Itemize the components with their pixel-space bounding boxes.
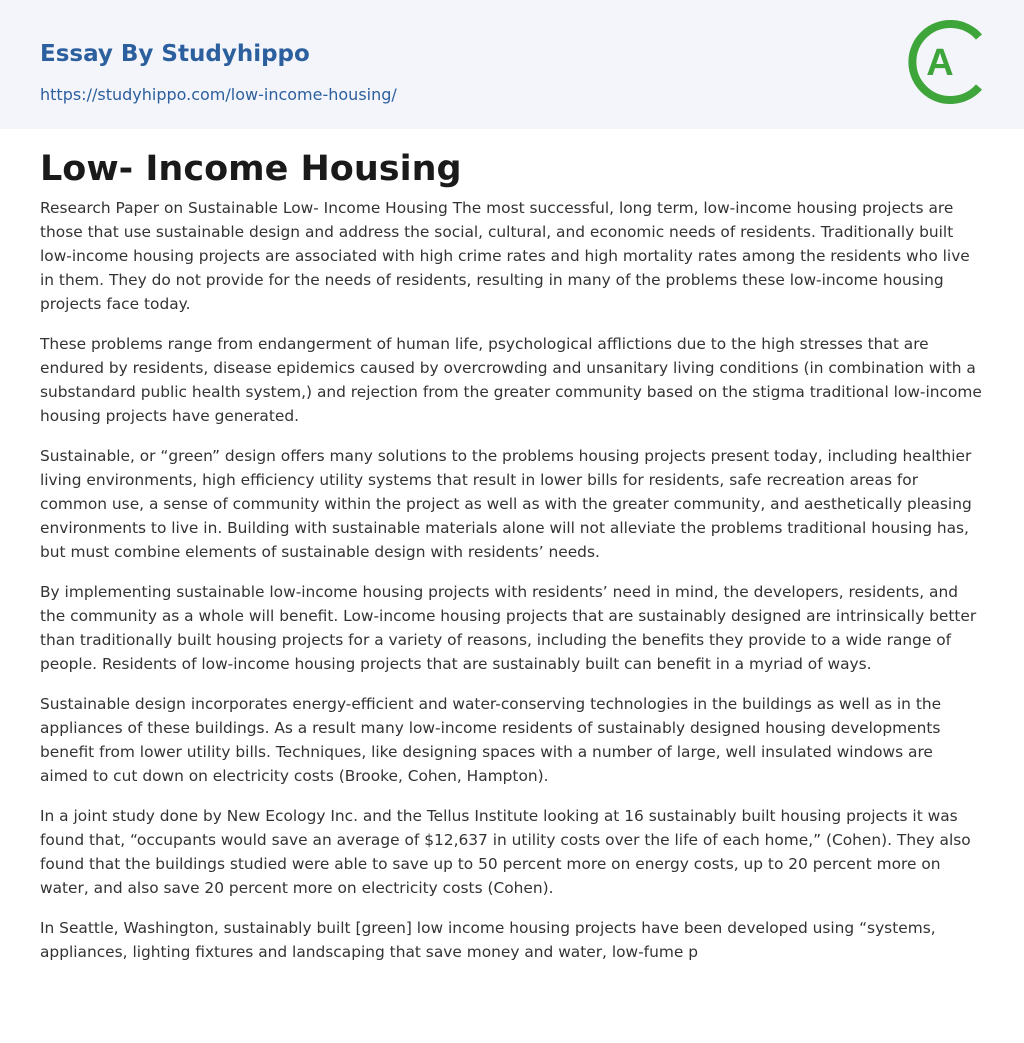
paragraph: In a joint study done by New Ecology Inc. and the Tellus Institute looking at 16 sustainably built housing projects it was found that, “occupants would save an average of $12,637 in utility costs over the life of each home,” (Cohen). They also found that the buildings studied were able to save up to 50 percent more on energy costs, up to 20 percent more on water, and also save 20 percent more on electricity costs (Cohen). — [40, 807, 971, 897]
page-url-link[interactable]: https://studyhippo.com/low-income-housing/ — [40, 85, 397, 104]
paragraph: Sustainable, or “green” design offers many solutions to the problems housing projects present today, including healthier living environments, high efficiency utility systems that result in lower bills for residents, safe recreation areas for common use, a sense of community within the project as well as with the greater community, and aesthetically pleasing environments to live in. Building with sustainable materials alone will not alleviate the problems traditional housing has, but must combine elements of sustainable design with residents’ needs. — [40, 447, 972, 561]
paragraph: These problems range from endangerment of human life, psychological afflictions due to the high stresses that are endured by residents, disease epidemics caused by overcrowding and unsanitary living conditions (in combination with a substandard public health system,) and rejection from the greater community based on the stigma traditional low-income housing projects have generated. — [40, 335, 982, 425]
article — [0, 148, 1024, 964]
page-title: Low- Income Housing — [40, 149, 462, 189]
studyhippo-logo-icon — [905, 18, 989, 106]
paragraph: Research Paper on Sustainable Low- Income Housing The most successful, long term, low-income housing projects are those that use sustainable design and address the social, cultural, and economic needs of residents. Traditionally built low-income housing projects are associated with high crime rates and high mortality rates among the residents who live in them. They do not provide for the needs of residents, resulting in many of the problems these low-income housing projects face today. — [40, 199, 970, 313]
site-title[interactable]: Essay By Studyhippo — [40, 41, 310, 67]
site-header — [0, 0, 1024, 129]
paragraph: In Seattle, Washington, sustainably built [green] low income housing projects have been developed using “systems, appliances, lighting fixtures and landscaping that save money and water, low-fume p — [40, 919, 936, 961]
logo-letter: A — [926, 42, 954, 84]
paragraph: Sustainable design incorporates energy-efficient and water-conserving technologies in the buildings as well as in the appliances of these buildings. As a result many low-income residents of sustainably designed housing developments benefit from lower utility bills. Techniques, like designing spaces with a number of large, well insulated windows are aimed to cut down on electricity costs (Brooke, Cohen, Hampton). — [40, 695, 942, 785]
paragraph: By implementing sustainable low-income housing projects with residents’ need in mind, the developers, residents, and the community as a whole will benefit. Low-income housing projects that are sustainably designed are intrinsically better than traditionally built housing projects for a variety of reasons, including the benefits they provide to a wide range of people. Residents of low-income housing projects that are sustainably built can benefit in a myriad of ways. — [40, 583, 977, 673]
